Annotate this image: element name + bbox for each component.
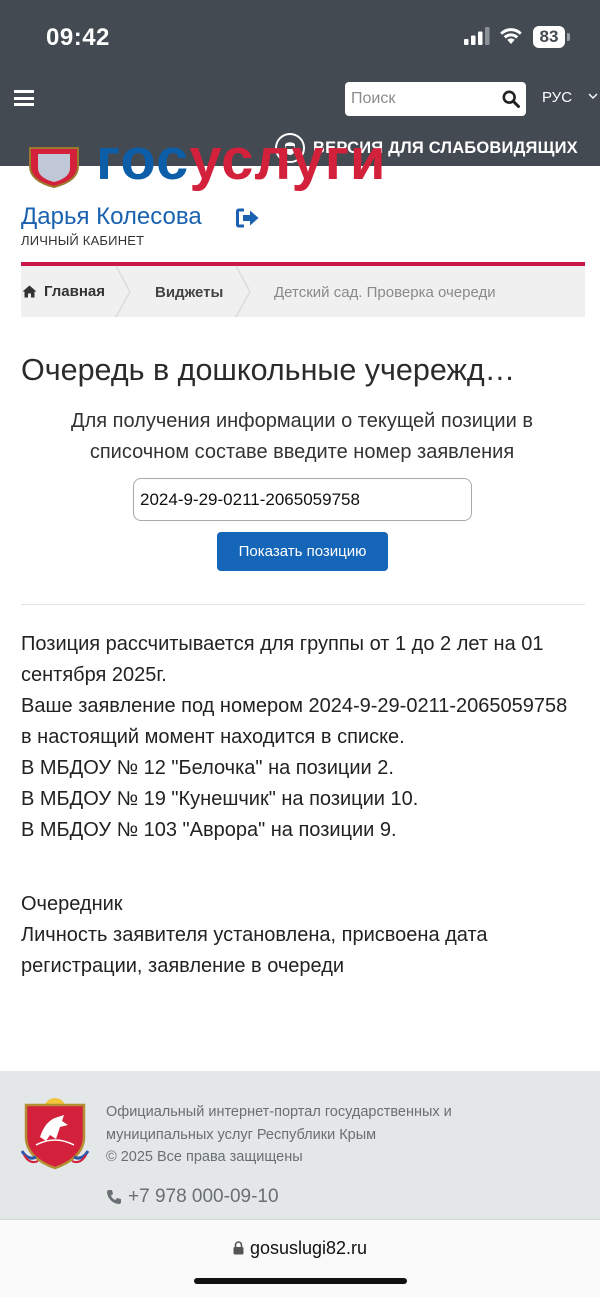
result-line: Позиция рассчитывается для группы от 1 до 2 лет на 01 сентября 2025г.	[21, 633, 544, 686]
result-line: В МБДОУ № 103 "Аврора" на позиции 9.	[21, 819, 397, 841]
breadcrumb-current: Детский сад. Проверка очереди	[274, 284, 496, 301]
result-line: В МБДОУ № 12 "Белочка" на позиции 2.	[21, 757, 394, 779]
breadcrumb-home-label: Главная	[44, 283, 106, 300]
chevron-down-icon[interactable]	[588, 93, 598, 100]
footer-line: муниципальных услуг Республики Крым	[106, 1126, 377, 1143]
footer-copyright: © 2025 Все права защищены	[106, 1149, 303, 1165]
application-status	[21, 889, 581, 982]
status-title: Очередник	[21, 893, 123, 915]
intro-text: Для получения информации о текущей позиции в списочном составе введите номер заявления	[71, 410, 533, 463]
queue-result	[21, 629, 581, 846]
breadcrumb-widgets[interactable]: Виджеты	[155, 284, 224, 301]
user-name-link[interactable]: Дарья Колесова	[21, 203, 202, 230]
search-box	[345, 82, 526, 116]
breadcrumb	[21, 266, 585, 317]
result-line: Ваше заявление под номером 2024-9-29-0211-2065059758 в настоящий момент находится в списке.	[21, 695, 568, 748]
footer-phone-number: +7 978 000-09-10	[128, 1186, 279, 1207]
footer-phone-link[interactable]	[106, 1186, 279, 1208]
logout-icon[interactable]	[236, 208, 260, 228]
url-display[interactable]	[0, 1238, 600, 1259]
crimea-emblem-icon	[24, 144, 84, 188]
url-text: gosuslugi82.ru	[249, 1238, 368, 1258]
crimea-emblem-icon	[20, 1095, 90, 1171]
lock-icon	[233, 1241, 244, 1255]
logo-wordmark: госуслуги	[96, 127, 387, 192]
footer-line: Официальный интернет-портал государственных и	[106, 1104, 452, 1120]
result-line: В МБДОУ № 19 "Кунешчик" на позиции 10.	[21, 788, 419, 810]
home-icon	[22, 285, 37, 298]
signal-icon	[464, 27, 490, 45]
footer-info	[106, 1101, 586, 1169]
breadcrumb-separator	[115, 266, 131, 317]
language-select[interactable]: РУС	[542, 89, 573, 106]
status-bar	[0, 0, 600, 76]
wifi-icon	[498, 25, 524, 45]
personal-cabinet-label: ЛИЧНЫЙ КАБИНЕТ	[21, 233, 145, 248]
show-position-button[interactable]: Показать позицию	[217, 532, 388, 571]
breadcrumb-home[interactable]	[21, 266, 105, 317]
menu-icon[interactable]	[14, 90, 34, 106]
divider	[21, 604, 585, 605]
search-input[interactable]	[345, 82, 501, 116]
browser-url-bar[interactable]	[0, 1219, 600, 1297]
battery-tip	[567, 33, 570, 41]
search-icon[interactable]	[502, 90, 520, 108]
breadcrumb-separator	[235, 266, 251, 317]
status-time: 09:42	[46, 24, 110, 51]
battery-indicator: 83	[533, 26, 565, 48]
status-text: Личность заявителя установлена, присвоена дата регистрации, заявление в очереди	[21, 924, 488, 977]
page-title: Очередь в дошкольные учережд…	[21, 353, 516, 387]
home-indicator[interactable]	[194, 1278, 407, 1284]
phone-icon	[106, 1189, 122, 1205]
accessibility-label: ВЕРСИЯ ДЛЯ СЛАБОВИДЯЩИХ	[313, 138, 578, 157]
footer	[0, 1071, 600, 1219]
application-number-input[interactable]	[133, 478, 472, 521]
